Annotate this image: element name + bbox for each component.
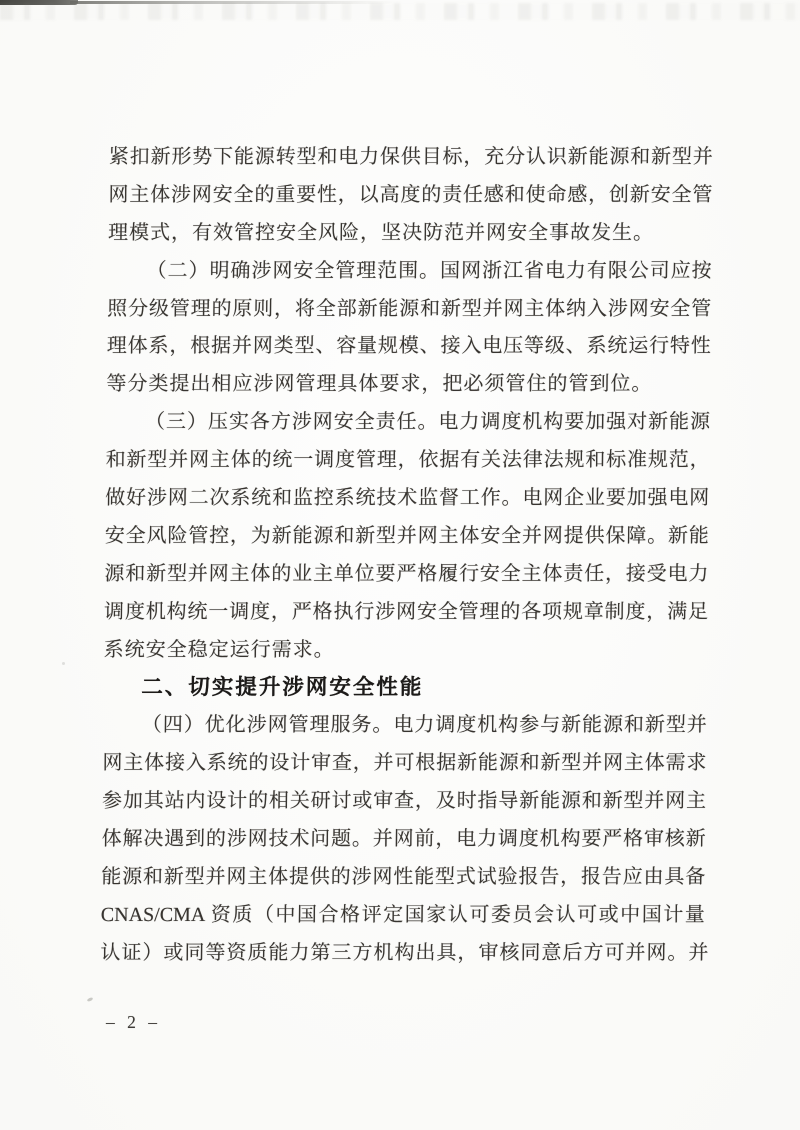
text-line: 系统安全稳定运行需求。 <box>103 638 335 661</box>
text-line: 调度机构统一调度，严格执行涉网安全管理的各项规章制度，满足 <box>103 600 709 623</box>
text-line: CNAS/CMA 资质（中国合格评定国家认可委员会认可或中国计量 <box>100 903 705 926</box>
text-line: 能源和新型并网主体提供的涉网性能型式试验报告，报告应由具备 <box>101 865 706 888</box>
text-line-paragraph-start: （二）明确涉网安全管理范围。国网浙江省电力有限公司应按 <box>146 259 712 282</box>
text-line: 等分类提出相应涉网管理具体要求，把必须管住的管到位。 <box>106 373 653 396</box>
text-line: 理模式，有效管控安全风险，坚决防范并网安全事故发生。 <box>107 221 655 244</box>
text-line-paragraph-start: （四）优化涉网管理服务。电力调度机构参与新能源和新型并 <box>141 714 707 737</box>
text-line: 参加其站内设计的相关研讨或审查，及时指导新能源和新型并网主 <box>101 790 707 813</box>
scan-artifact-speck <box>62 662 65 665</box>
text-line: 理体系，根据并网类型、容量规模、接入电压等级、系统运行特性 <box>106 335 711 358</box>
scan-artifact-noise-band <box>0 3 800 20</box>
text-line: 安全风险管控，为新能源和新型并网主体安全并网提供保障。新能 <box>104 524 709 547</box>
text-line: 体解决遇到的涉网技术问题。并网前，电力调度机构要严格审核新 <box>101 828 706 851</box>
text-line-paragraph-start: （三）压实各方涉网安全责任。电力调度机构要加强对新能源 <box>144 411 711 434</box>
scan-artifact-speck <box>87 997 94 1002</box>
text-line: 认证）或同等资质能力第三方机构出具，审核同意后方可并网。并 <box>100 941 710 964</box>
text-line: 网主体涉网安全的重要性，以高度的责任感和使命感，创新安全管 <box>108 183 713 206</box>
section-heading: 二、切实提升涉网安全性能 <box>141 675 424 700</box>
text-line: 网主体接入系统的设计审查，并可根据新能源和新型并网主体需求 <box>102 752 707 775</box>
text-line: 和新型并网主体的统一调度管理，依据有关法律法规和标准规范， <box>105 449 710 472</box>
text-line: 照分级管理的原则，将全部新能源和新型并网主体纳入涉网安全管 <box>107 297 712 320</box>
text-line: 紧扣新形势下能源转型和电力保供目标，充分认识新能源和新型并 <box>108 146 713 168</box>
text-line: 做好涉网二次系统和监控系统技术监督工作。电网企业要加强电网 <box>105 487 710 510</box>
text-line: 源和新型并网主体的业主单位要严格履行安全主体责任，接受电力 <box>104 562 709 585</box>
document-text-block <box>100 139 713 973</box>
page-number: – 2 – <box>106 1012 161 1032</box>
